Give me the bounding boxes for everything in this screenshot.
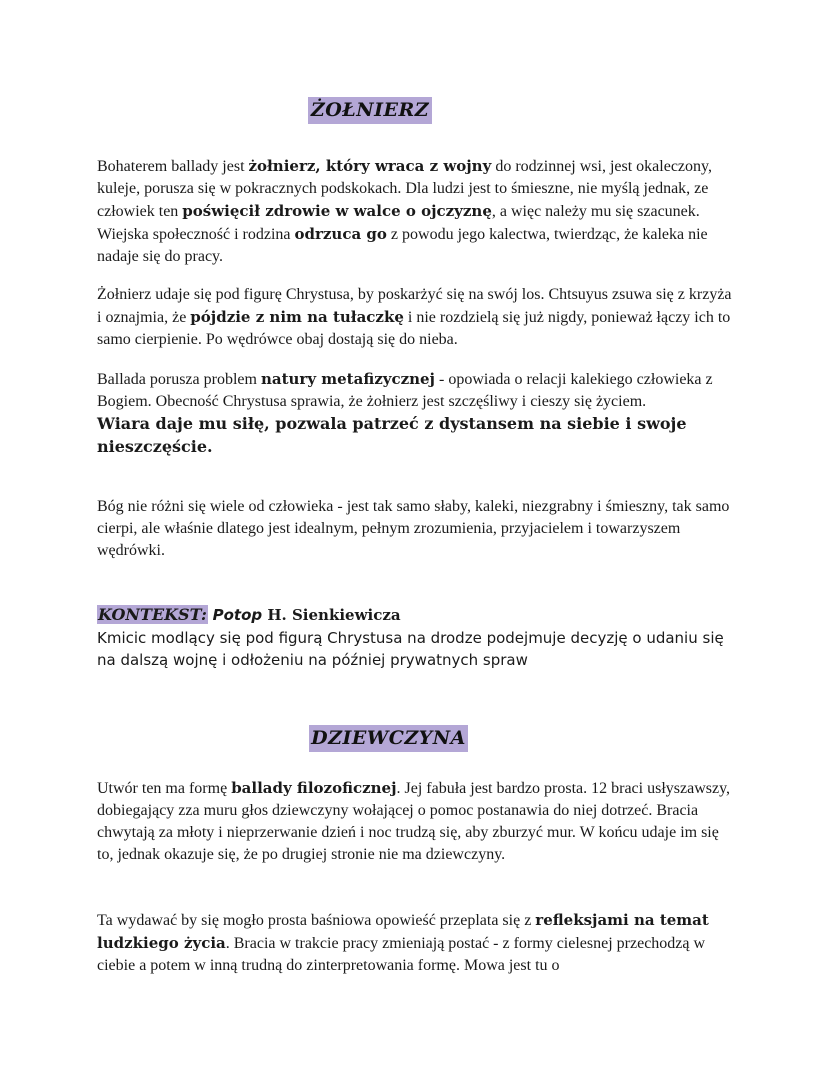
- text-run: - opowiada o relacji kalekiego człowieka z Bogiem. Obecność Chrystusa sprawia, że żołnierz jest szczęśliwy i cieszy się życiem.: [97, 371, 713, 410]
- kontekst-text: Kmicic modlący się pod figurą Chrystusa na drodze podejmuje decyzję o udaniu się na dalszą wojnę i odłożeniu na później prywatnych spraw: [97, 629, 724, 669]
- text-run: Utwór ten ma formę: [97, 780, 232, 797]
- bold-run: Wiara daje mu siłę, pozwala patrzeć z dystansem na siebie i swoje nieszczęście.: [97, 414, 687, 456]
- text-run: i nie rozdzielą się już nigdy, ponieważ łączy ich to samo cierpienie. Po wędrówce obaj dostają się do nieba.: [97, 309, 731, 348]
- bold-run: poświęcił zdrowie w walce o ojczyznę: [182, 202, 492, 220]
- paragraph-dziewczyna-1: [97, 777, 737, 866]
- bold-run: odrzuca go: [294, 225, 387, 243]
- text-run: Ta wydawać by się mogło prosta baśniowa opowieść przeplata się z: [97, 912, 536, 929]
- text-run: , a więc należy mu się szacunek. Wiejska społeczność i rodzina: [97, 203, 700, 243]
- text-run: Ballada porusza problem: [97, 371, 261, 388]
- kontekst-line: [97, 604, 737, 626]
- paragraph-zolnierz-1: [97, 155, 737, 268]
- kontekst-author: H. Sienkiewicza: [262, 606, 401, 624]
- bold-run: ballady filozoficznej: [231, 779, 397, 797]
- paragraph-zolnierz-2: [97, 284, 737, 351]
- text-run: Żołnierz udaje się pod figurę Chrystusa, by poskarżyć się na swój los. Chtsuyus zsuwa się z krzyża i oznajmia, że: [97, 286, 732, 326]
- paragraph-dziewczyna-2: [97, 909, 737, 977]
- text-run: . Bracia w trakcie pracy zmieniają postać - z formy cielesnej przechodzą w ciebie a potem w inną trudną do zinterpretowania formę. Mowa jest tu o: [97, 935, 706, 974]
- kontekst-work-title: Potop: [212, 606, 263, 624]
- bold-run: natury metafizycznej: [260, 370, 435, 388]
- bold-run: żołnierz, który wraca z wojny: [248, 157, 492, 175]
- paragraph-zolnierz-3: [97, 368, 737, 459]
- kontekst-label: KONTEKST:: [98, 605, 207, 624]
- bold-run: pójdzie z nim na tułaczkę: [190, 308, 404, 326]
- text-run: z powodu jego kalectwa, twierdząc, że kaleka nie nadaje się do pracy.: [97, 226, 708, 265]
- text-run: Bohaterem ballady jest: [97, 158, 249, 175]
- text-run: do rodzinnej wsi, jest okaleczony, kuleje, porusza się w pokracznych podskokach. Dla ludzi jest to śmieszne, nie myślą jednak, ze człowiek ten: [97, 158, 712, 220]
- bold-run: refleksjami na temat ludzkiego życia: [97, 911, 709, 952]
- section-heading-dziewczyna: DZIEWCZYNA: [309, 725, 468, 752]
- paragraph-zolnierz-4: Bóg nie różni się wiele od człowieka - jest tak samo słaby, kaleki, niezgrabny i śmieszny, tak samo cierpi, ale właśnie dlatego jest idealnym, pełnym zrozumienia, przyjacielem i towarzyszem wędrówki.: [97, 498, 730, 559]
- section-heading-zolnierz: ŻOŁNIERZ: [308, 97, 432, 124]
- text-run: . Jej fabuła jest bardzo prosta. 12 braci usłyszawszy, dobiegający zza muru głos dziewczyny wołającej o pomoc postanawia do niej dotrzeć. Bracia chwytają za młoty i nieprzerwanie dzień i noc trudzą się, aby zburzyć mur. W końcu udaje im się to, jednak okazuje się, że po drugiej stronie nie ma dziewczyny.: [97, 780, 731, 863]
